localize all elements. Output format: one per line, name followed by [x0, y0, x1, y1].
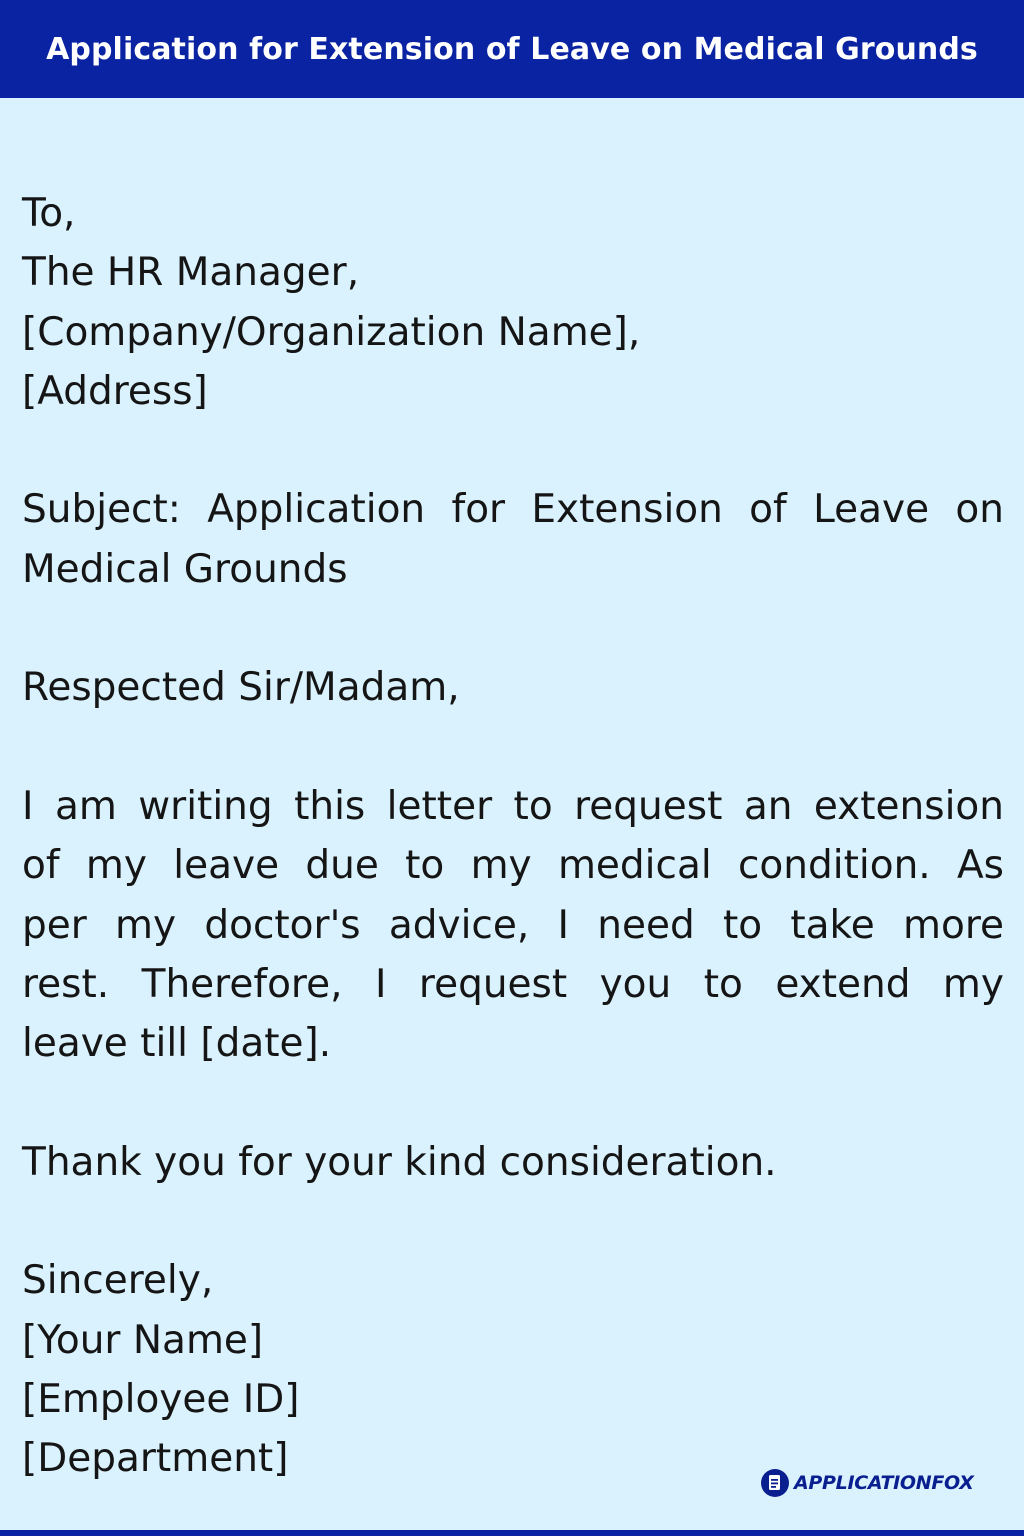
document-icon: [760, 1468, 790, 1498]
brand-logo: [760, 1468, 974, 1498]
salutation: Respected Sir/Madam,: [22, 665, 460, 711]
spacer: [22, 1073, 1004, 1132]
subject-line-2: Medical Grounds: [22, 546, 348, 592]
brand-name: APPLICATIONFOX: [794, 1472, 974, 1494]
body-line-4: rest. Therefore, I request you to extend my: [22, 961, 1004, 1007]
company-placeholder: [Company/Organization Name],: [22, 309, 641, 355]
spacer: [22, 718, 1004, 777]
recipient-title: The HR Manager,: [22, 250, 360, 296]
body-line-1: I am writing this letter to request an extension: [22, 783, 1004, 829]
address-placeholder: [Address]: [22, 368, 208, 414]
signoff: Sincerely,: [22, 1258, 214, 1304]
spacer: [22, 1192, 1004, 1251]
letter-body: [22, 184, 1004, 1489]
body-line-3: per my doctor's advice, I need to take more: [22, 902, 1004, 948]
footer-bar: [0, 1530, 1024, 1536]
spacer: [22, 421, 1004, 480]
department-placeholder: [Department]: [22, 1436, 289, 1482]
spacer: [22, 599, 1004, 658]
name-placeholder: [Your Name]: [22, 1317, 264, 1363]
employee-id-placeholder: [Employee ID]: [22, 1376, 300, 1422]
to-line: To,: [22, 191, 76, 236]
subject-line-1: Subject: Application for Extension of Leave on: [22, 487, 1004, 533]
body-line-5: leave till [date].: [22, 1021, 332, 1067]
body-line-2: of my leave due to my medical condition. As: [22, 843, 1004, 889]
page-title: Application for Extension of Leave on Medical Grounds: [46, 31, 978, 67]
closing-line: Thank you for your kind consideration.: [22, 1139, 777, 1185]
page-header: [0, 0, 1024, 98]
